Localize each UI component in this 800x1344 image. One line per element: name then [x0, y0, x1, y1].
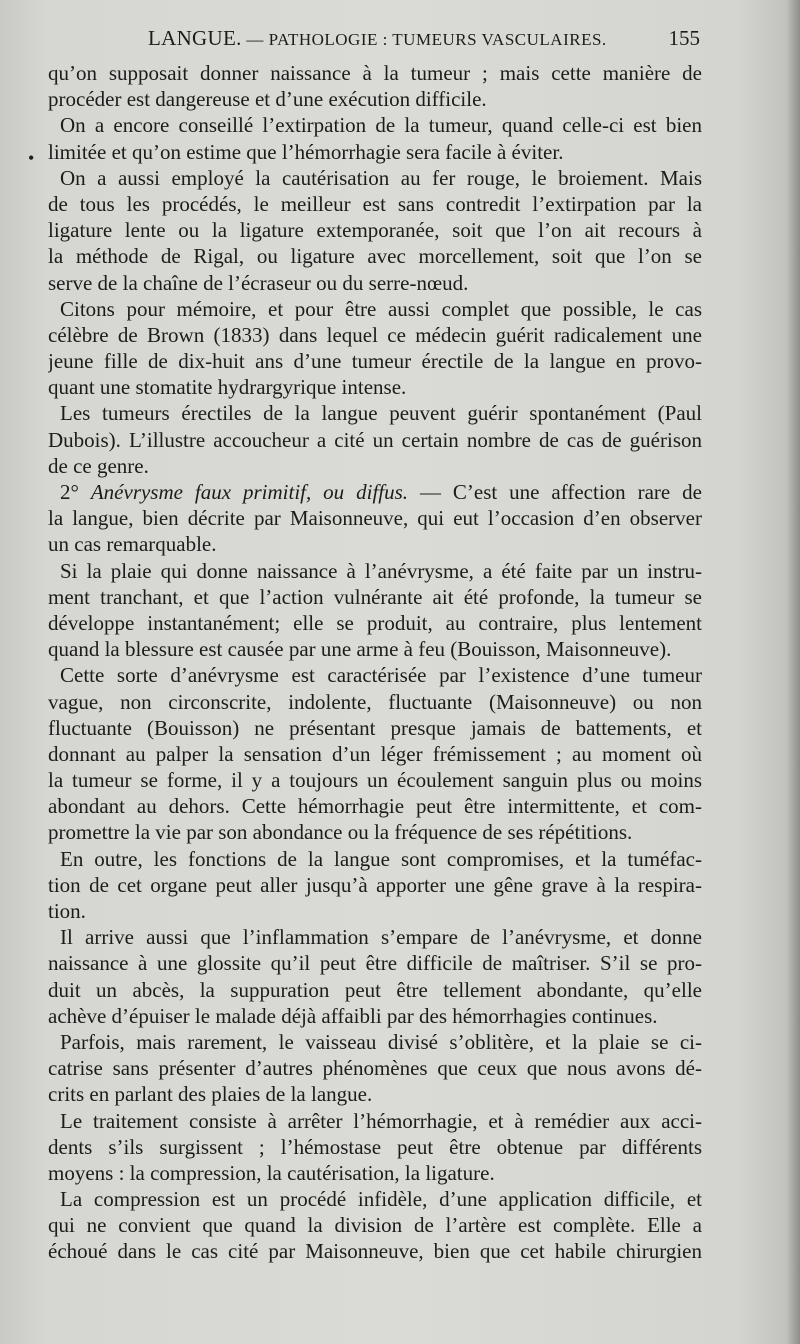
line-text: Parfois, mais rarement, le vaisseau divisé s’oblitère, et la plaie se ci-	[60, 1029, 702, 1054]
body-text	[48, 60, 702, 1265]
text-line	[48, 872, 702, 898]
line-text: qu’on supposait donner naissance à la tumeur ; mais cette manière de	[48, 61, 702, 85]
line-text: échoué dans le cas cité par Maisonneuve, bien que cet habile chirurgien	[48, 1239, 702, 1264]
line-text: de tous les procédés, le meilleur est sans contredit l’extirpation par la	[48, 191, 702, 216]
text-line	[48, 1081, 702, 1107]
text-line	[48, 322, 702, 348]
line-text: célèbre de Brown (1833) dans lequel ce médecin guérit radicalement une	[48, 322, 702, 347]
text-line	[48, 1003, 702, 1029]
text-line	[48, 427, 702, 453]
line-text: Dubois). L’illustre accoucheur a cité un certain nombre de cas de guérison	[48, 427, 702, 452]
text-line	[48, 558, 702, 584]
text-line	[48, 767, 702, 793]
text-line	[48, 139, 702, 165]
text-line	[48, 217, 702, 243]
text-line	[48, 584, 702, 610]
line-text: moyens : la compression, la cautérisation, la ligature.	[48, 1160, 495, 1185]
line-text: abondant au dehors. Cette hémorrhagie peut être intermittente, et com-	[48, 794, 702, 819]
running-head	[148, 26, 607, 51]
line-text: vague, non circonscrite, indolente, fluctuante (Maisonneuve) ou non	[48, 689, 702, 714]
line-text: développe instantanément; elle se produit, au contraire, plus lentement	[48, 610, 702, 635]
line-text: tion.	[48, 899, 86, 923]
line-text: naissance à une glossite qu’il peut être difficile de maîtriser. S’il se pro-	[48, 951, 702, 976]
line-text: la langue, bien décrite par Maisonneuve, qui eut l’occasion d’en observer	[48, 506, 702, 531]
text-line	[48, 1134, 702, 1160]
line-text: serve de la chaîne de l’écraseur ou du serre-nœud.	[48, 270, 469, 295]
page-number: 155	[668, 26, 700, 50]
text-line	[48, 505, 702, 531]
text-line	[48, 270, 702, 296]
line-text: achève d’épuiser le malade déjà affaibli par des hémorrhagies continues.	[48, 1003, 658, 1028]
text-line	[48, 1186, 702, 1212]
line-text: fluctuante (Bouisson) ne présentant presque jamais de battements, et	[48, 715, 702, 740]
line-text: quand la blessure est causée par une arme à feu (Bouisson, Maisonneuve).	[48, 637, 672, 662]
line-text: ligature lente ou la ligature extemporanée, soit que l’on ait recours à	[48, 218, 702, 243]
text-line	[48, 689, 702, 715]
text-line	[48, 112, 702, 138]
text-line	[48, 1212, 702, 1238]
text-line	[48, 636, 702, 662]
running-head-title: LANGUE.	[148, 26, 242, 50]
text-line	[48, 243, 702, 269]
text-line	[48, 400, 702, 426]
text-line	[48, 662, 702, 688]
text-line	[48, 296, 702, 322]
text-line	[48, 924, 702, 950]
section-number: 2°	[60, 480, 91, 504]
text-line	[48, 531, 702, 557]
line-text: On a encore conseillé l’extirpation de la tumeur, quand celle-ci est bien	[60, 113, 702, 138]
line-text: catrise sans présenter d’autres phénomènes que ceux que nous avons dé-	[48, 1056, 702, 1081]
line-text: Il arrive aussi que l’inflammation s’empare de l’anévrysme, et donne	[60, 925, 702, 950]
line-text: Si la plaie qui donne naissance à l’anévrysme, a été faite par un instru-	[60, 558, 702, 583]
line-text: promettre la vie par son abondance ou la fréquence de ses répétitions.	[48, 820, 633, 845]
section-heading: Anévrysme faux primitif, ou diffus.	[90, 480, 409, 504]
line-text: donnant au palper la sensation d’un léger frémissement ; au moment où	[48, 741, 702, 766]
text-line	[48, 898, 702, 924]
line-text: un cas remarquable.	[48, 532, 217, 557]
line-text: Citons pour mémoire, et pour être aussi complet que possible, le cas	[60, 296, 702, 321]
line-text: duit un abcès, la suppuration peut être tellement abondante, qu’elle	[48, 977, 702, 1002]
text-line	[48, 60, 702, 86]
line-text: On a aussi employé la cautérisation au fer rouge, le broiement. Mais	[60, 165, 702, 190]
text-line	[48, 950, 702, 976]
text-line	[48, 374, 702, 400]
spine-shadow	[786, 0, 800, 1344]
line-text: Le traitement consiste à arrêter l’hémorrhagie, et à remédier aux acci-	[60, 1108, 702, 1133]
text-line	[48, 1238, 702, 1264]
line-text: jeune fille de dix-huit ans d’une tumeur érectile de la langue en provo-	[48, 349, 702, 374]
text-line	[48, 86, 702, 112]
line-text: En outre, les fonctions de la langue sont compromises, et la tuméfac-	[60, 846, 702, 871]
line-text: Les tumeurs érectiles de la langue peuvent guérir spontanément (Paul	[60, 401, 702, 426]
text-line	[48, 1029, 702, 1055]
line-text: tion de cet organe peut aller jusqu’à apporter une gêne grave à la respira-	[48, 872, 702, 897]
text-line	[48, 715, 702, 741]
text-line	[48, 1108, 702, 1134]
line-text: de ce genre.	[48, 453, 149, 478]
line-text: Cette sorte d’anévrysme est caractérisée par l’existence d’une tumeur	[60, 663, 702, 688]
text-line	[48, 191, 702, 217]
line-text: la tumeur se forme, il y a toujours un écoulement sanguin plus ou moins	[48, 768, 702, 793]
text-line	[48, 165, 702, 191]
line-text: procéder est dangereuse et d’une exécution difficile.	[48, 87, 487, 112]
text-line	[48, 793, 702, 819]
page-header	[48, 26, 700, 56]
text-line	[48, 819, 702, 845]
text-line	[48, 453, 702, 479]
text-line	[48, 348, 702, 374]
line-text: dents s’ils surgissent ; l’hémostase peut être obtenue par différents	[48, 1134, 702, 1159]
text-line	[48, 741, 702, 767]
running-head-subtitle: — PATHOLOGIE : TUMEURS VASCULAIRES.	[246, 30, 607, 49]
text-line	[48, 846, 702, 872]
line-text: quant une stomatite hydrargyrique intense.	[48, 375, 407, 400]
line-text: ment tranchant, et que l’action vulnérante ait été profonde, la tumeur se	[48, 584, 702, 609]
line-text: crits en parlant des plaies de la langue.	[48, 1082, 373, 1107]
line-text: La compression est un procédé infidèle, d’une application difficile, et	[60, 1187, 702, 1212]
line-text: — C’est une affection rare de	[408, 480, 702, 504]
line-text: qui ne convient que quand la division de l’artère est complète. Elle a	[48, 1213, 702, 1238]
text-line	[48, 1055, 702, 1081]
text-line	[48, 1160, 702, 1186]
text-line	[48, 479, 702, 505]
line-text: la méthode de Rigal, ou ligature avec morcellement, soit que l’on se	[48, 244, 702, 269]
text-line	[48, 610, 702, 636]
line-text: limitée et qu’on estime que l’hémorrhagie sera facile à éviter.	[48, 139, 564, 164]
margin-dot: •	[28, 148, 35, 168]
text-line	[48, 977, 702, 1003]
